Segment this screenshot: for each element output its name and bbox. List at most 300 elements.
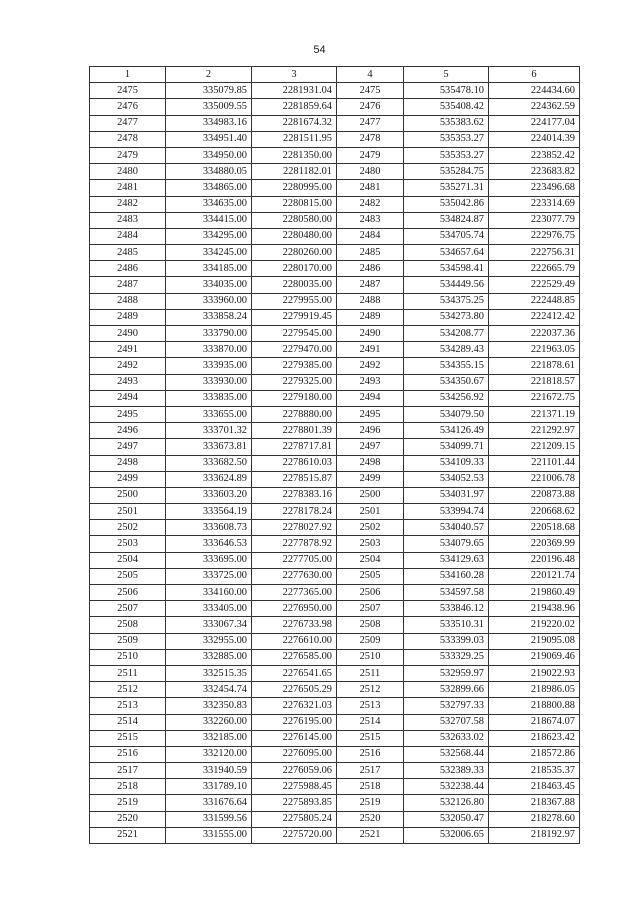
coordinates-table [89, 66, 580, 844]
cell-point-number-2: 2505 [337, 568, 404, 584]
cell-point-number: 2511 [90, 665, 166, 681]
cell-coord-y1: 2275988.45 [252, 779, 337, 795]
cell-coord-x2: 535408.42 [404, 99, 489, 115]
cell-coord-x2: 534598.41 [404, 261, 489, 277]
cell-point-number-2: 2518 [337, 779, 404, 795]
cell-coord-x1: 333725.00 [166, 568, 252, 584]
cell-coord-y1: 2276541.65 [252, 665, 337, 681]
cell-coord-x2: 533846.12 [404, 601, 489, 617]
cell-coord-x2: 532050.47 [404, 811, 489, 827]
cell-coord-x1: 333646.53 [166, 536, 252, 552]
cell-point-number-2: 2499 [337, 471, 404, 487]
cell-coord-y2: 220668.62 [489, 504, 580, 520]
cell-coord-x1: 333701.32 [166, 423, 252, 439]
cell-coord-x2: 533994.74 [404, 504, 489, 520]
cell-coord-x2: 535042.86 [404, 196, 489, 212]
cell-point-number: 2486 [90, 261, 166, 277]
cell-point-number-2: 2489 [337, 309, 404, 325]
cell-point-number: 2520 [90, 811, 166, 827]
table-row [90, 763, 580, 779]
cell-coord-y2: 221292.97 [489, 423, 580, 439]
cell-coord-x2: 532899.66 [404, 682, 489, 698]
table-row [90, 795, 580, 811]
cell-coord-x2: 532797.33 [404, 698, 489, 714]
table-row [90, 552, 580, 568]
cell-coord-y1: 2280480.00 [252, 228, 337, 244]
table-row [90, 827, 580, 843]
cell-coord-x1: 332454.74 [166, 682, 252, 698]
table-row [90, 601, 580, 617]
table-row [90, 99, 580, 115]
cell-point-number-2: 2492 [337, 358, 404, 374]
cell-coord-x1: 331599.56 [166, 811, 252, 827]
cell-coord-y1: 2281182.01 [252, 164, 337, 180]
cell-coord-x2: 535284.75 [404, 164, 489, 180]
cell-coord-x1: 331555.00 [166, 827, 252, 843]
table-header-row [90, 67, 580, 83]
cell-point-number: 2514 [90, 714, 166, 730]
cell-coord-y1: 2277365.00 [252, 585, 337, 601]
cell-coord-y2: 218986.05 [489, 682, 580, 698]
cell-coord-y1: 2281674.32 [252, 115, 337, 131]
cell-point-number: 2499 [90, 471, 166, 487]
cell-coord-y2: 222756.31 [489, 245, 580, 261]
cell-point-number-2: 2514 [337, 714, 404, 730]
cell-coord-x1: 333608.73 [166, 520, 252, 536]
cell-point-number: 2477 [90, 115, 166, 131]
cell-coord-y1: 2280815.00 [252, 196, 337, 212]
table-row [90, 83, 580, 99]
cell-point-number-2: 2475 [337, 83, 404, 99]
cell-coord-y1: 2280035.00 [252, 277, 337, 293]
cell-coord-y1: 2277705.00 [252, 552, 337, 568]
cell-coord-y2: 218800.88 [489, 698, 580, 714]
cell-coord-y2: 223314.69 [489, 196, 580, 212]
cell-point-number: 2504 [90, 552, 166, 568]
cell-coord-y1: 2279180.00 [252, 390, 337, 406]
table-row [90, 714, 580, 730]
table-row [90, 746, 580, 762]
table-row [90, 520, 580, 536]
cell-coord-x1: 332350.83 [166, 698, 252, 714]
cell-coord-x1: 333682.50 [166, 455, 252, 471]
cell-coord-y1: 2279470.00 [252, 342, 337, 358]
cell-coord-y2: 223496.68 [489, 180, 580, 196]
cell-coord-y1: 2276145.00 [252, 730, 337, 746]
cell-coord-x1: 332260.00 [166, 714, 252, 730]
cell-coord-y1: 2275893.85 [252, 795, 337, 811]
table-row [90, 277, 580, 293]
cell-coord-x2: 534079.65 [404, 536, 489, 552]
cell-coord-x1: 332955.00 [166, 633, 252, 649]
cell-point-number-2: 2484 [337, 228, 404, 244]
cell-point-number: 2494 [90, 390, 166, 406]
cell-coord-y2: 220873.88 [489, 487, 580, 503]
cell-point-number-2: 2491 [337, 342, 404, 358]
cell-point-number: 2480 [90, 164, 166, 180]
cell-coord-x1: 334160.00 [166, 585, 252, 601]
cell-point-number: 2516 [90, 746, 166, 762]
cell-point-number: 2506 [90, 585, 166, 601]
cell-coord-x1: 332120.00 [166, 746, 252, 762]
table-row [90, 633, 580, 649]
cell-coord-y1: 2280260.00 [252, 245, 337, 261]
table-row [90, 406, 580, 422]
cell-coord-x1: 333067.34 [166, 617, 252, 633]
cell-coord-x2: 534109.33 [404, 455, 489, 471]
cell-coord-y1: 2280580.00 [252, 212, 337, 228]
cell-point-number-2: 2485 [337, 245, 404, 261]
cell-coord-y2: 221209.15 [489, 439, 580, 455]
cell-point-number-2: 2487 [337, 277, 404, 293]
cell-coord-y1: 2279325.00 [252, 374, 337, 390]
table-row [90, 730, 580, 746]
cell-point-number-2: 2495 [337, 406, 404, 422]
column-header-5: 5 [404, 67, 489, 83]
cell-coord-x1: 332185.00 [166, 730, 252, 746]
cell-coord-x1: 333935.00 [166, 358, 252, 374]
cell-coord-y1: 2280170.00 [252, 261, 337, 277]
cell-coord-y1: 2277630.00 [252, 568, 337, 584]
table-row [90, 196, 580, 212]
cell-coord-y2: 219022.93 [489, 665, 580, 681]
cell-coord-x2: 534052.53 [404, 471, 489, 487]
column-header-6: 6 [489, 67, 580, 83]
cell-point-number-2: 2476 [337, 99, 404, 115]
table-row [90, 682, 580, 698]
cell-point-number-2: 2481 [337, 180, 404, 196]
cell-point-number-2: 2500 [337, 487, 404, 503]
cell-coord-y2: 220518.68 [489, 520, 580, 536]
table-row [90, 504, 580, 520]
cell-point-number: 2478 [90, 131, 166, 147]
cell-point-number-2: 2490 [337, 326, 404, 342]
cell-point-number: 2489 [90, 309, 166, 325]
cell-point-number-2: 2521 [337, 827, 404, 843]
cell-coord-y2: 221006.78 [489, 471, 580, 487]
table-row [90, 811, 580, 827]
cell-coord-x1: 333405.00 [166, 601, 252, 617]
cell-coord-x2: 534449.56 [404, 277, 489, 293]
cell-point-number-2: 2516 [337, 746, 404, 762]
cell-coord-x2: 534160.28 [404, 568, 489, 584]
cell-point-number: 2512 [90, 682, 166, 698]
cell-coord-x1: 332515.35 [166, 665, 252, 681]
cell-coord-x2: 534079.50 [404, 406, 489, 422]
cell-point-number: 2503 [90, 536, 166, 552]
table-row [90, 358, 580, 374]
cell-coord-y2: 221963.05 [489, 342, 580, 358]
cell-coord-x2: 532006.65 [404, 827, 489, 843]
table-row [90, 245, 580, 261]
table-row [90, 698, 580, 714]
cell-coord-y1: 2275720.00 [252, 827, 337, 843]
cell-coord-y2: 218623.42 [489, 730, 580, 746]
cell-coord-y1: 2276095.00 [252, 746, 337, 762]
cell-point-number-2: 2506 [337, 585, 404, 601]
cell-point-number: 2496 [90, 423, 166, 439]
table-row [90, 228, 580, 244]
cell-coord-y2: 221818.57 [489, 374, 580, 390]
cell-point-number-2: 2486 [337, 261, 404, 277]
cell-coord-y2: 218674.07 [489, 714, 580, 730]
cell-point-number-2: 2498 [337, 455, 404, 471]
cell-coord-y2: 224014.39 [489, 131, 580, 147]
cell-coord-x1: 333930.00 [166, 374, 252, 390]
cell-coord-x1: 333960.00 [166, 293, 252, 309]
cell-coord-y1: 2277878.92 [252, 536, 337, 552]
cell-coord-y2: 224362.59 [489, 99, 580, 115]
cell-coord-y2: 222448.85 [489, 293, 580, 309]
table-row [90, 293, 580, 309]
column-header-1: 1 [90, 67, 166, 83]
cell-coord-x1: 334983.16 [166, 115, 252, 131]
cell-coord-x2: 534256.92 [404, 390, 489, 406]
cell-coord-x1: 332885.00 [166, 649, 252, 665]
cell-coord-x1: 334295.00 [166, 228, 252, 244]
cell-coord-x1: 333603.20 [166, 487, 252, 503]
table-row [90, 487, 580, 503]
table-row [90, 439, 580, 455]
cell-point-number: 2498 [90, 455, 166, 471]
cell-coord-y2: 218192.97 [489, 827, 580, 843]
cell-point-number: 2483 [90, 212, 166, 228]
table-row [90, 423, 580, 439]
cell-point-number: 2500 [90, 487, 166, 503]
cell-coord-y1: 2278801.39 [252, 423, 337, 439]
cell-coord-y2: 222665.79 [489, 261, 580, 277]
table-row [90, 471, 580, 487]
cell-coord-y2: 219069.46 [489, 649, 580, 665]
cell-coord-x2: 534355.15 [404, 358, 489, 374]
cell-coord-y2: 218572.86 [489, 746, 580, 762]
cell-coord-y2: 224434.60 [489, 83, 580, 99]
cell-coord-x2: 533329.25 [404, 649, 489, 665]
cell-point-number: 2493 [90, 374, 166, 390]
cell-point-number: 2490 [90, 326, 166, 342]
cell-coord-x2: 534208.77 [404, 326, 489, 342]
cell-point-number: 2513 [90, 698, 166, 714]
cell-point-number: 2476 [90, 99, 166, 115]
cell-coord-x1: 335079.85 [166, 83, 252, 99]
cell-coord-x2: 532707.58 [404, 714, 489, 730]
cell-point-number-2: 2503 [337, 536, 404, 552]
cell-coord-y1: 2278383.16 [252, 487, 337, 503]
cell-point-number: 2482 [90, 196, 166, 212]
cell-point-number-2: 2478 [337, 131, 404, 147]
cell-coord-x2: 534657.64 [404, 245, 489, 261]
cell-point-number-2: 2480 [337, 164, 404, 180]
cell-coord-x1: 334951.40 [166, 131, 252, 147]
cell-point-number-2: 2513 [337, 698, 404, 714]
cell-point-number-2: 2515 [337, 730, 404, 746]
cell-coord-x1: 334635.00 [166, 196, 252, 212]
cell-coord-x2: 534824.87 [404, 212, 489, 228]
cell-coord-x1: 333673.81 [166, 439, 252, 455]
cell-coord-y1: 2279545.00 [252, 326, 337, 342]
table-row [90, 180, 580, 196]
cell-point-number-2: 2494 [337, 390, 404, 406]
cell-coord-x1: 331676.64 [166, 795, 252, 811]
cell-coord-y2: 218278.60 [489, 811, 580, 827]
cell-point-number-2: 2510 [337, 649, 404, 665]
page-number: 54 [313, 44, 326, 56]
cell-coord-x2: 534705.74 [404, 228, 489, 244]
cell-coord-y1: 2276610.00 [252, 633, 337, 649]
cell-point-number: 2515 [90, 730, 166, 746]
cell-coord-y1: 2281859.64 [252, 99, 337, 115]
table-row [90, 115, 580, 131]
cell-point-number: 2487 [90, 277, 166, 293]
cell-coord-y2: 219220.02 [489, 617, 580, 633]
cell-coord-x1: 334880.05 [166, 164, 252, 180]
cell-coord-y2: 222037.36 [489, 326, 580, 342]
cell-point-number: 2497 [90, 439, 166, 455]
cell-coord-y2: 218535.37 [489, 763, 580, 779]
cell-coord-x2: 534099.71 [404, 439, 489, 455]
cell-point-number-2: 2512 [337, 682, 404, 698]
cell-point-number: 2505 [90, 568, 166, 584]
cell-coord-x1: 334415.00 [166, 212, 252, 228]
cell-coord-x1: 333870.00 [166, 342, 252, 358]
cell-point-number-2: 2519 [337, 795, 404, 811]
table-row [90, 455, 580, 471]
table-row [90, 147, 580, 163]
cell-point-number: 2491 [90, 342, 166, 358]
cell-point-number: 2517 [90, 763, 166, 779]
cell-point-number-2: 2507 [337, 601, 404, 617]
cell-point-number-2: 2477 [337, 115, 404, 131]
table-row [90, 390, 580, 406]
column-header-2: 2 [166, 67, 252, 83]
cell-point-number-2: 2497 [337, 439, 404, 455]
cell-point-number: 2484 [90, 228, 166, 244]
cell-coord-y1: 2278027.92 [252, 520, 337, 536]
table-row [90, 536, 580, 552]
cell-coord-y2: 219438.96 [489, 601, 580, 617]
cell-coord-y2: 223683.82 [489, 164, 580, 180]
table-body [90, 83, 580, 844]
cell-coord-x1: 333835.00 [166, 390, 252, 406]
cell-point-number-2: 2511 [337, 665, 404, 681]
cell-coord-y1: 2278178.24 [252, 504, 337, 520]
table-row [90, 649, 580, 665]
cell-coord-x2: 534040.57 [404, 520, 489, 536]
cell-coord-x1: 333655.00 [166, 406, 252, 422]
table-row [90, 261, 580, 277]
cell-coord-y2: 221672.75 [489, 390, 580, 406]
cell-coord-x2: 534375.25 [404, 293, 489, 309]
cell-coord-x1: 335009.55 [166, 99, 252, 115]
cell-coord-y2: 219860.49 [489, 585, 580, 601]
cell-coord-y1: 2281931.04 [252, 83, 337, 99]
cell-coord-x2: 535383.62 [404, 115, 489, 131]
cell-point-number: 2502 [90, 520, 166, 536]
cell-coord-y2: 220196.48 [489, 552, 580, 568]
cell-point-number-2: 2508 [337, 617, 404, 633]
cell-coord-x1: 334865.00 [166, 180, 252, 196]
cell-point-number: 2507 [90, 601, 166, 617]
cell-coord-y2: 220369.99 [489, 536, 580, 552]
cell-point-number: 2509 [90, 633, 166, 649]
cell-coord-x1: 333695.00 [166, 552, 252, 568]
cell-point-number: 2518 [90, 779, 166, 795]
cell-coord-y2: 223077.79 [489, 212, 580, 228]
cell-coord-x2: 534126.49 [404, 423, 489, 439]
cell-coord-y2: 219095.08 [489, 633, 580, 649]
cell-coord-x1: 334950.00 [166, 147, 252, 163]
cell-point-number-2: 2502 [337, 520, 404, 536]
cell-point-number-2: 2493 [337, 374, 404, 390]
cell-point-number-2: 2482 [337, 196, 404, 212]
cell-point-number: 2485 [90, 245, 166, 261]
table-row [90, 212, 580, 228]
cell-coord-x1: 334185.00 [166, 261, 252, 277]
table-row [90, 665, 580, 681]
cell-coord-y2: 218463.45 [489, 779, 580, 795]
cell-coord-x1: 333790.00 [166, 326, 252, 342]
cell-point-number: 2521 [90, 827, 166, 843]
cell-coord-y1: 2279919.45 [252, 309, 337, 325]
cell-coord-x1: 333858.24 [166, 309, 252, 325]
cell-coord-y2: 221371.19 [489, 406, 580, 422]
cell-point-number: 2488 [90, 293, 166, 309]
cell-coord-y2: 223852.42 [489, 147, 580, 163]
cell-coord-y1: 2276059.06 [252, 763, 337, 779]
cell-coord-y1: 2276505.29 [252, 682, 337, 698]
cell-coord-x2: 534129.63 [404, 552, 489, 568]
table-row [90, 585, 580, 601]
cell-coord-x2: 532633.02 [404, 730, 489, 746]
cell-point-number: 2475 [90, 83, 166, 99]
cell-point-number-2: 2479 [337, 147, 404, 163]
cell-coord-x2: 535478.10 [404, 83, 489, 99]
cell-coord-x2: 533510.31 [404, 617, 489, 633]
cell-point-number: 2510 [90, 649, 166, 665]
cell-point-number-2: 2483 [337, 212, 404, 228]
cell-coord-y1: 2279385.00 [252, 358, 337, 374]
cell-coord-y2: 224177.04 [489, 115, 580, 131]
cell-point-number-2: 2501 [337, 504, 404, 520]
table-row [90, 131, 580, 147]
cell-coord-x1: 331789.10 [166, 779, 252, 795]
table-row [90, 374, 580, 390]
cell-coord-y2: 220121.74 [489, 568, 580, 584]
table-row [90, 164, 580, 180]
cell-point-number: 2501 [90, 504, 166, 520]
cell-point-number-2: 2504 [337, 552, 404, 568]
cell-coord-x1: 331940.59 [166, 763, 252, 779]
cell-point-number-2: 2509 [337, 633, 404, 649]
cell-coord-x2: 533399.03 [404, 633, 489, 649]
cell-coord-y1: 2276195.00 [252, 714, 337, 730]
cell-point-number: 2495 [90, 406, 166, 422]
cell-coord-y1: 2278515.87 [252, 471, 337, 487]
cell-coord-y2: 222976.75 [489, 228, 580, 244]
cell-coord-y2: 221878.61 [489, 358, 580, 374]
cell-coord-x1: 333624.89 [166, 471, 252, 487]
cell-coord-x2: 534273.80 [404, 309, 489, 325]
cell-coord-y1: 2281350.00 [252, 147, 337, 163]
cell-point-number: 2479 [90, 147, 166, 163]
cell-coord-x2: 534350.67 [404, 374, 489, 390]
cell-coord-y1: 2279955.00 [252, 293, 337, 309]
cell-coord-x2: 532959.97 [404, 665, 489, 681]
cell-coord-y1: 2275805.24 [252, 811, 337, 827]
cell-coord-x2: 535271.31 [404, 180, 489, 196]
cell-coord-y1: 2276733.98 [252, 617, 337, 633]
cell-coord-x1: 334245.00 [166, 245, 252, 261]
